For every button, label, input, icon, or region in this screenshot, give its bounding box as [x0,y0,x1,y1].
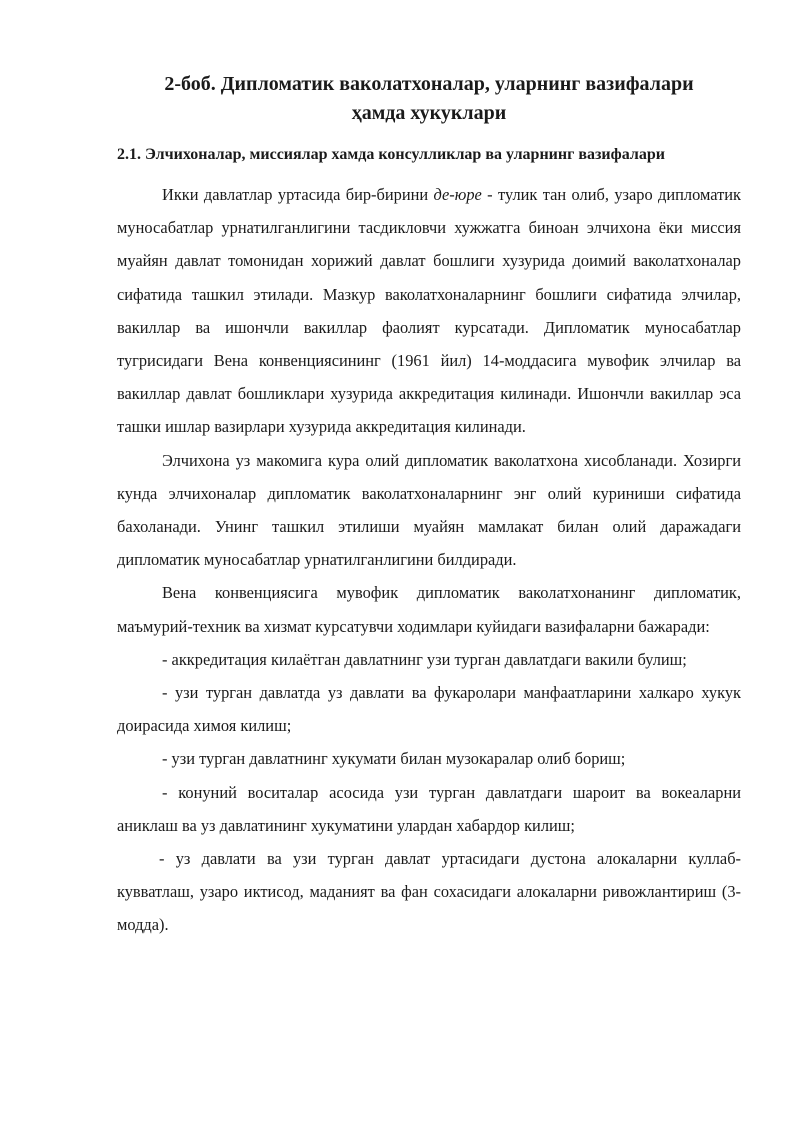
paragraph-1-rest: - тулик тан олиб, узаро дипломатик муносабатлар урнатилганлигини тасдикловчи хужжатга биноан элчихона ёки миссия муайян давлат томонидан хорижий давлат бошлиги хузурида доимий ваколатхоналар сифатида ташкил этилади. Мазкур ваколатхоналарнинг бошлиги сифатида элчилар, вакиллар ва ишончли вакиллар фаолият курсатади. Дипломатик муносабатлар тугрисидаги Вена конвенциясининг (1961 йил) 14-моддасига мувофик элчилар ва вакиллар давлат бошликлари хузурида аккредитация килинади. Ишончли вакиллар эса ташки ишлар вазирлари хузурида аккредитация килинади. [117,185,741,437]
paragraph-1 [117,178,741,444]
paragraph-3: Вена конвенциясига мувофик дипломатик ваколатхонанинг дипломатик, маъмурий-техник ва хизмат курсатувчи ходимлари куйидаги вазифаларни бажаради: [117,583,741,636]
document-page [117,70,741,942]
paragraph-1-start: Икки давлатлар уртасида бир-бирини [162,185,434,204]
paragraph-1-italic-term: де-юре [433,185,482,204]
chapter-title-line-2: ҳамда хукуклари [351,102,507,124]
list-item-1: - аккредитация килаётган давлатнинг узи турган давлатдаги вакили булиш; [162,649,687,669]
list-item-4: - конуний воситалар асосида узи турган давлатдаги шароит ва вокеаларни аниклаш ва уз давлатининг хукуматини улардан хабардор килиш; [117,782,741,835]
chapter-title [117,70,741,128]
section-title: 2.1. Элчихоналар, миссиялар хамда консулликлар ва уларнинг вазифалари [117,146,665,163]
list-item-2: - узи турган давлатда уз давлати ва фукаролари манфаатларини халкаро хукук доирасида химоя килиш; [117,683,741,736]
list-item-5: - уз давлати ва узи турган давлат уртасидаги дустона алокаларни куллаб-кувватлаш, узаро иктисод, маданият ва фан сохасидаги алокаларни ривожлантириш (3-модда). [117,849,741,935]
paragraph-2: Элчихона уз макомига кура олий дипломатик ваколатхона хисобланади. Хозирги кунда элчихоналар дипломатик ваколатхоналарнинг энг олий куриниши сифатида бахоланади. Унинг ташкил этилиши муайян мамлакат билан олий даражадаги дипломатик муносабатлар урнатилганлигини билдиради. [117,450,741,570]
chapter-title-line-1: 2-боб. Дипломатик ваколатхоналар, уларнинг вазифалари [164,73,694,95]
list-item-3: - узи турган давлатнинг хукумати билан музокаралар олиб бориш; [162,749,626,769]
